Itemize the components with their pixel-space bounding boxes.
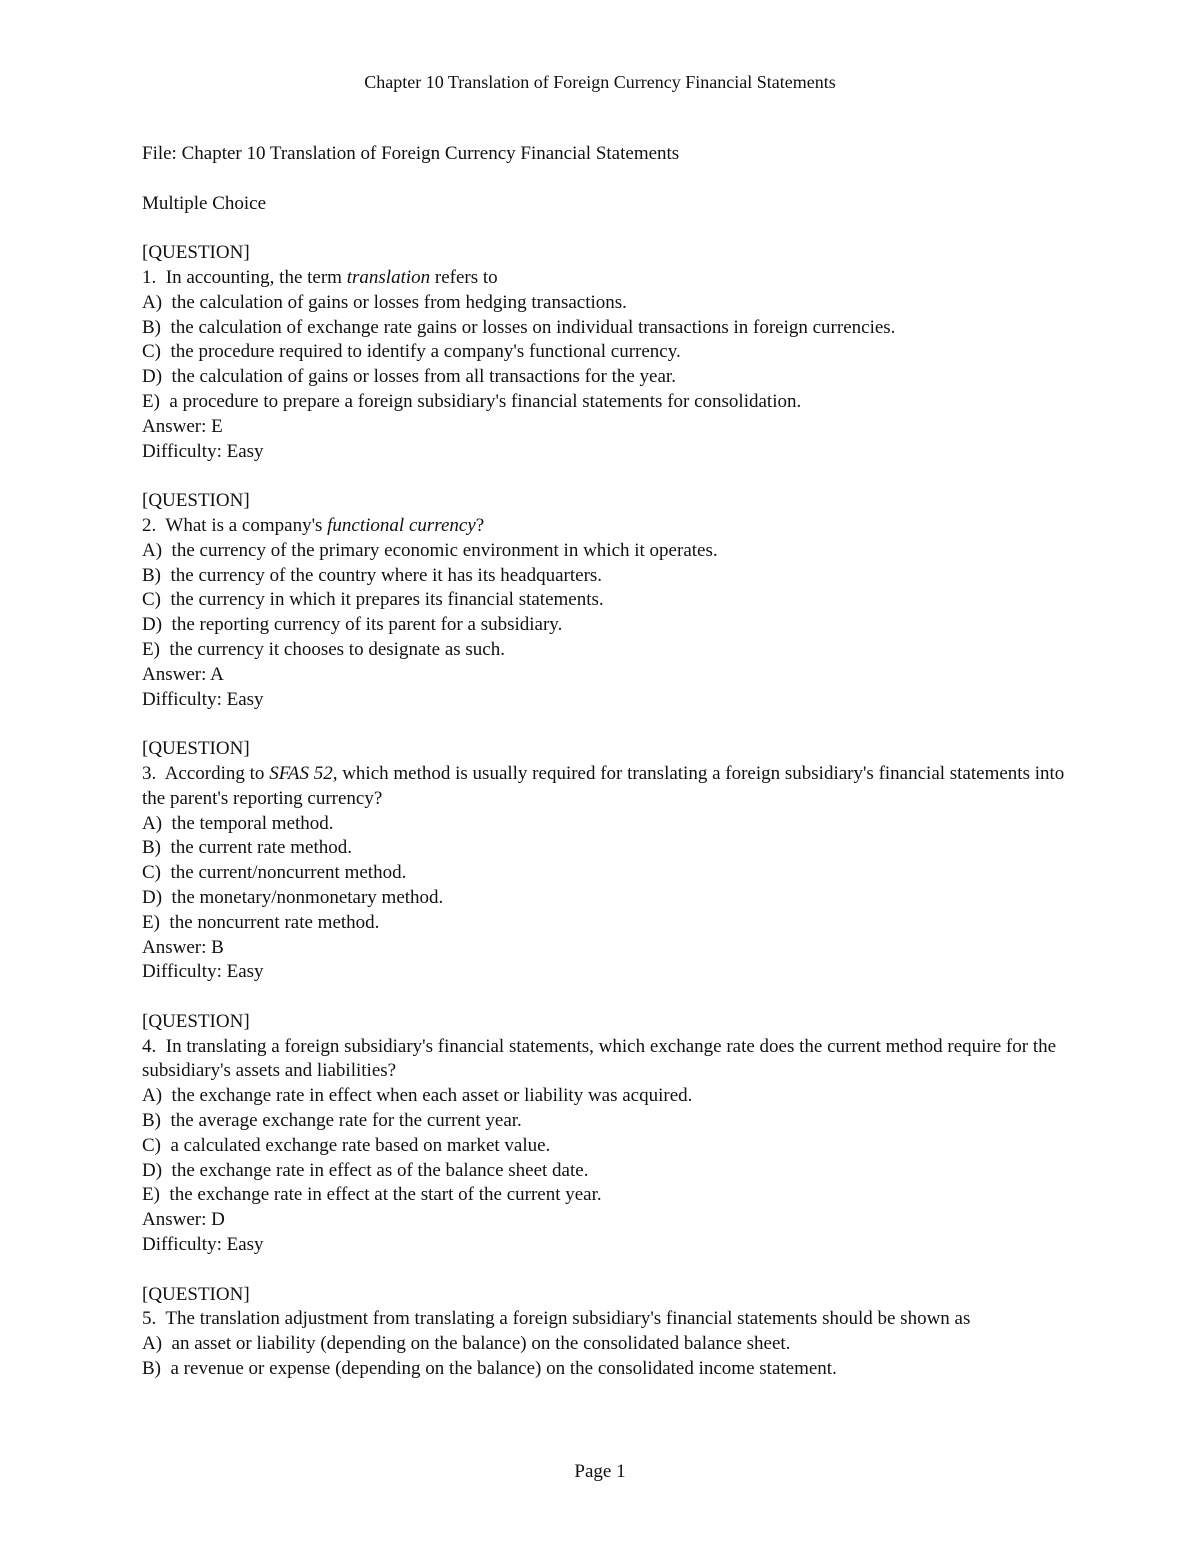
question-block	[142, 737, 1072, 985]
question-list	[142, 241, 1072, 1382]
question-text: In accounting, the term	[165, 266, 347, 288]
question-number: 2.	[142, 514, 157, 536]
answer-option: A) the temporal method.	[142, 812, 334, 834]
question-text: According to	[164, 762, 270, 784]
spacer	[142, 712, 1072, 737]
answer-option: E) a procedure to prepare a foreign subsidiary's financial statements for consolidation.	[142, 390, 802, 412]
question-text: The translation adjustment from translating a foreign subsidiary's financial statements should be shown as	[165, 1308, 971, 1330]
question-number: 3.	[142, 762, 157, 784]
question-stem	[142, 266, 1072, 291]
question-block	[142, 1283, 1072, 1382]
answer-option: D) the reporting currency of its parent for a subsidiary.	[142, 614, 563, 636]
answer-option: D) the exchange rate in effect as of the balance sheet date.	[142, 1159, 589, 1181]
question-number: 1.	[142, 266, 157, 288]
page-number: Page 1	[574, 1461, 626, 1482]
difficulty-label: Difficulty: Easy	[142, 1234, 264, 1256]
question-text: What is a company's	[165, 514, 328, 536]
question-term: functional currency	[327, 514, 476, 536]
difficulty-label: Difficulty: Easy	[142, 440, 264, 462]
question-stem	[142, 514, 1072, 539]
answer-option: B) a revenue or expense (depending on the balance) on the consolidated income statement.	[142, 1358, 837, 1380]
difficulty-label: Difficulty: Easy	[142, 961, 264, 983]
answer-key: Answer: A	[142, 663, 224, 685]
question-tag: [QUESTION]	[142, 490, 250, 512]
section-title: Multiple Choice	[142, 192, 267, 214]
answer-option: D) the calculation of gains or losses from all transactions for the year.	[142, 366, 676, 388]
answer-option: C) a calculated exchange rate based on market value.	[142, 1134, 551, 1156]
question-term: SFAS 52,	[269, 762, 338, 784]
question-tag: [QUESTION]	[142, 242, 250, 264]
question-number: 4.	[142, 1035, 157, 1057]
file-line: File: Chapter 10 Translation of Foreign Currency Financial Statements	[142, 143, 680, 164]
question-text: ?	[475, 514, 485, 536]
answer-option: B) the calculation of exchange rate gains or losses on individual transactions in foreign currencies.	[142, 316, 896, 338]
answer-option: E) the currency it chooses to designate as such.	[142, 638, 505, 660]
answer-option: D) the monetary/nonmonetary method.	[142, 886, 444, 908]
answer-key: Answer: E	[142, 415, 223, 437]
spacer	[142, 167, 1072, 192]
answer-option: B) the average exchange rate for the current year.	[142, 1110, 522, 1132]
question-tag: [QUESTION]	[142, 738, 250, 760]
answer-option: A) an asset or liability (depending on the balance) on the consolidated balance sheet.	[142, 1333, 791, 1355]
question-block	[142, 1010, 1072, 1258]
answer-option: C) the current/noncurrent method.	[142, 862, 407, 884]
answer-option: A) the calculation of gains or losses from hedging transactions.	[142, 291, 627, 313]
spacer	[142, 464, 1072, 489]
question-text: refers to	[430, 266, 498, 288]
question-number: 5.	[142, 1308, 157, 1330]
question-text: In translating a foreign subsidiary's financial statements, which exchange rate does the current method require for the subsidiary's assets and liabilities?	[142, 1035, 1061, 1082]
answer-option: A) the exchange rate in effect when each asset or liability was acquired.	[142, 1085, 693, 1107]
answer-option: E) the exchange rate in effect at the start of the current year.	[142, 1184, 602, 1206]
question-stem	[142, 1307, 1072, 1332]
answer-key: Answer: B	[142, 936, 224, 958]
question-term: translation	[346, 266, 431, 288]
answer-option: B) the currency of the country where it has its headquarters.	[142, 564, 603, 586]
answer-key: Answer: D	[142, 1209, 225, 1231]
question-tag: [QUESTION]	[142, 1283, 250, 1305]
question-text: which method is usually required for translating a foreign subsidiary's financial statements into the parent's reporting currency?	[142, 762, 1070, 809]
question-stem	[142, 1035, 1072, 1085]
difficulty-label: Difficulty: Easy	[142, 688, 264, 710]
spacer	[142, 216, 1072, 241]
document-body	[142, 142, 1072, 1382]
question-tag: [QUESTION]	[142, 1010, 250, 1032]
page-header: Chapter 10 Translation of Foreign Currency Financial Statements	[364, 72, 836, 92]
question-stem	[142, 762, 1072, 812]
answer-option: E) the noncurrent rate method.	[142, 911, 380, 933]
answer-option: C) the procedure required to identify a company's functional currency.	[142, 341, 681, 363]
answer-option: B) the current rate method.	[142, 837, 352, 859]
question-block	[142, 489, 1072, 712]
answer-option: C) the currency in which it prepares its financial statements.	[142, 589, 604, 611]
spacer	[142, 985, 1072, 1010]
question-block	[142, 241, 1072, 464]
answer-option: A) the currency of the primary economic environment in which it operates.	[142, 539, 718, 561]
spacer	[142, 1258, 1072, 1283]
